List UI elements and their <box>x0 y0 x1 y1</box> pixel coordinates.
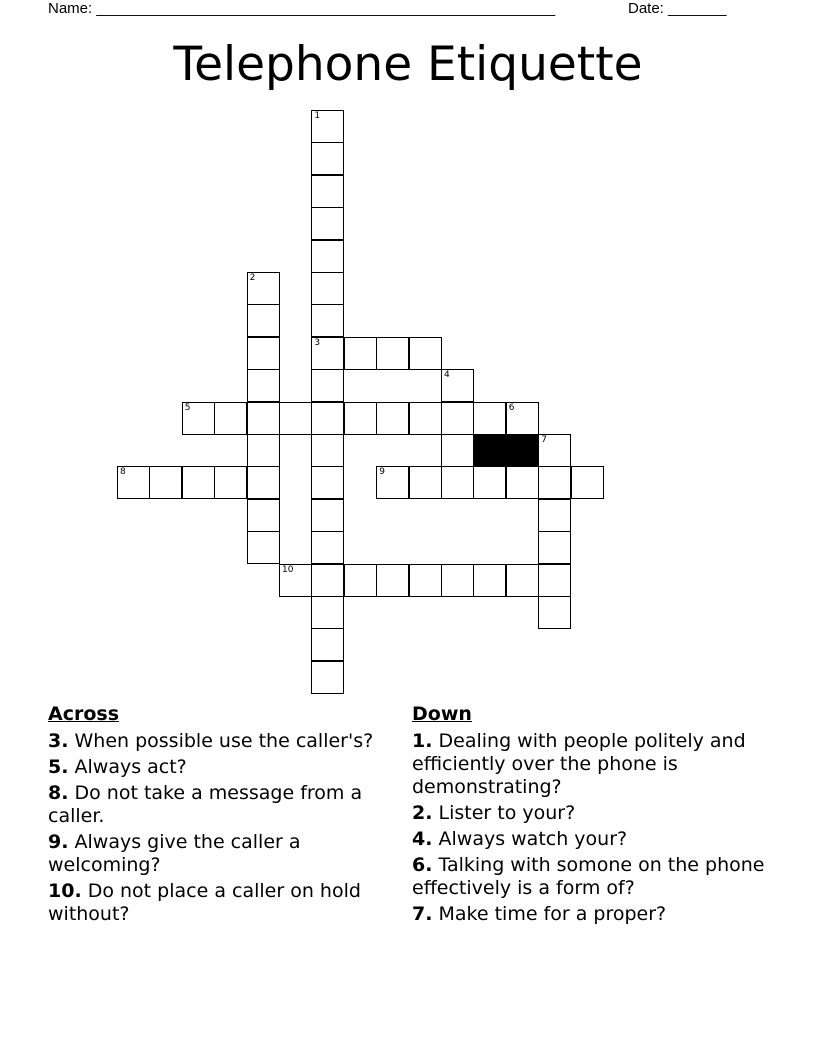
down-heading: Down <box>412 703 472 725</box>
clue-text: Always act? <box>74 756 187 778</box>
date-field-label: Date: _______ <box>628 0 727 17</box>
clue-text: Dealing with people politely and efficiently over the phone is demonstrating? <box>412 730 746 798</box>
clue-number: 3. <box>48 730 69 752</box>
grid-cell <box>279 402 312 435</box>
clue-number-label: 3 <box>314 337 321 348</box>
grid-cell <box>311 142 344 175</box>
grid-cell <box>247 466 280 499</box>
grid-cell <box>538 499 571 532</box>
grid-cell <box>182 466 215 499</box>
clue-number-label: 9 <box>379 467 385 478</box>
clue-text: Lister to your? <box>438 802 576 824</box>
clue-text: Make time for a proper? <box>438 903 667 925</box>
grid-cell <box>311 369 344 402</box>
grid-cell <box>344 402 377 435</box>
grid-cell <box>247 499 280 532</box>
grid-cell <box>441 564 474 597</box>
down-clue <box>412 828 772 851</box>
clue-text: Do not take a message from a caller. <box>48 782 363 827</box>
down-clue <box>412 903 772 926</box>
grid-cell <box>311 207 344 240</box>
grid-cell <box>311 304 344 337</box>
clue-number: 10. <box>48 880 82 902</box>
across-clue <box>48 782 398 828</box>
grid-cell <box>311 240 344 273</box>
grid-cell <box>376 402 409 435</box>
across-clues <box>48 702 398 929</box>
down-clue <box>412 802 772 825</box>
clue-number: 6. <box>412 854 433 876</box>
clue-number-label: 2 <box>249 273 256 283</box>
grid-cell <box>311 337 344 370</box>
grid-cell <box>376 466 409 499</box>
across-clue <box>48 730 398 753</box>
grid-cell <box>214 402 247 435</box>
clue-number: 9. <box>48 831 69 853</box>
across-heading: Across <box>48 703 120 725</box>
grid-cell <box>311 596 344 629</box>
clue-number: 7. <box>412 903 433 925</box>
clue-number-label: 1 <box>314 111 321 121</box>
page-title: Telephone Etiquette <box>173 37 643 92</box>
grid-cell <box>311 434 344 467</box>
name-field-label: Name: _______________________________________________________ <box>48 0 556 17</box>
down-clue <box>412 730 772 799</box>
grid-cell <box>344 564 377 597</box>
grid-cell <box>311 499 344 532</box>
clue-number: 8. <box>48 782 69 804</box>
grid-cell <box>441 434 474 467</box>
grid-cell <box>247 369 280 402</box>
grid-cell <box>247 304 280 337</box>
grid-cell <box>473 402 506 435</box>
clue-text: When possible use the caller's? <box>74 730 374 752</box>
grid-cell <box>247 272 280 305</box>
grid-cell <box>538 564 571 597</box>
grid-cell <box>571 466 604 499</box>
grid-cell <box>538 531 571 564</box>
grid-cell <box>441 466 474 499</box>
clue-text: Talking with somone on the phone effectively is a form of? <box>412 854 765 899</box>
grid-cell <box>409 564 442 597</box>
grid-cell <box>441 402 474 435</box>
grid-cell <box>182 402 215 435</box>
grid-cell <box>473 564 506 597</box>
grid-cell <box>117 466 150 499</box>
down-clues <box>412 702 772 929</box>
grid-cell <box>538 596 571 629</box>
across-clue <box>48 880 398 926</box>
grid-cell <box>538 466 571 499</box>
across-clue <box>48 756 398 779</box>
grid-cell <box>506 466 539 499</box>
grid-cell <box>311 466 344 499</box>
grid-cell <box>506 564 539 597</box>
grid-cell <box>376 337 409 370</box>
grid-cell <box>376 564 409 597</box>
grid-cell <box>506 402 539 435</box>
grid-cell <box>409 337 442 370</box>
clue-text: Always give the caller a welcoming? <box>48 831 301 876</box>
across-clue <box>48 831 398 877</box>
grid-cell <box>311 628 344 661</box>
black-square <box>473 434 506 467</box>
clue-text: Always watch your? <box>438 828 628 850</box>
grid-cell <box>311 402 344 435</box>
clue-number-label: 7 <box>541 435 547 445</box>
grid-cell <box>311 175 344 208</box>
clue-number: 5. <box>48 756 69 778</box>
grid-cell <box>311 564 344 597</box>
grid-cell <box>247 402 280 435</box>
grid-cell <box>311 272 344 305</box>
clue-number: 2. <box>412 802 433 824</box>
grid-cell <box>149 466 182 499</box>
clue-number-label: 8 <box>120 467 126 478</box>
black-square <box>506 434 539 467</box>
grid-cell <box>311 110 344 143</box>
grid-cell <box>247 337 280 370</box>
clue-number-label: 10 <box>282 564 294 575</box>
down-clue <box>412 854 772 900</box>
clue-number: 1. <box>412 730 433 752</box>
grid-cell <box>247 434 280 467</box>
grid-cell <box>247 531 280 564</box>
clue-text: Do not place a caller on hold without? <box>48 880 361 925</box>
grid-cell <box>409 466 442 499</box>
grid-cell <box>311 661 344 694</box>
grid-cell <box>214 466 247 499</box>
grid-cell <box>538 434 571 467</box>
grid-cell <box>279 564 312 597</box>
clue-number-label: 4 <box>444 370 450 381</box>
clue-number-label: 5 <box>184 402 191 413</box>
grid-cell <box>473 466 506 499</box>
grid-cell <box>311 531 344 564</box>
clue-number: 4. <box>412 828 433 850</box>
grid-cell <box>409 402 442 435</box>
grid-cell <box>441 369 474 402</box>
clue-number-label: 6 <box>508 402 515 413</box>
grid-cell <box>344 337 377 370</box>
